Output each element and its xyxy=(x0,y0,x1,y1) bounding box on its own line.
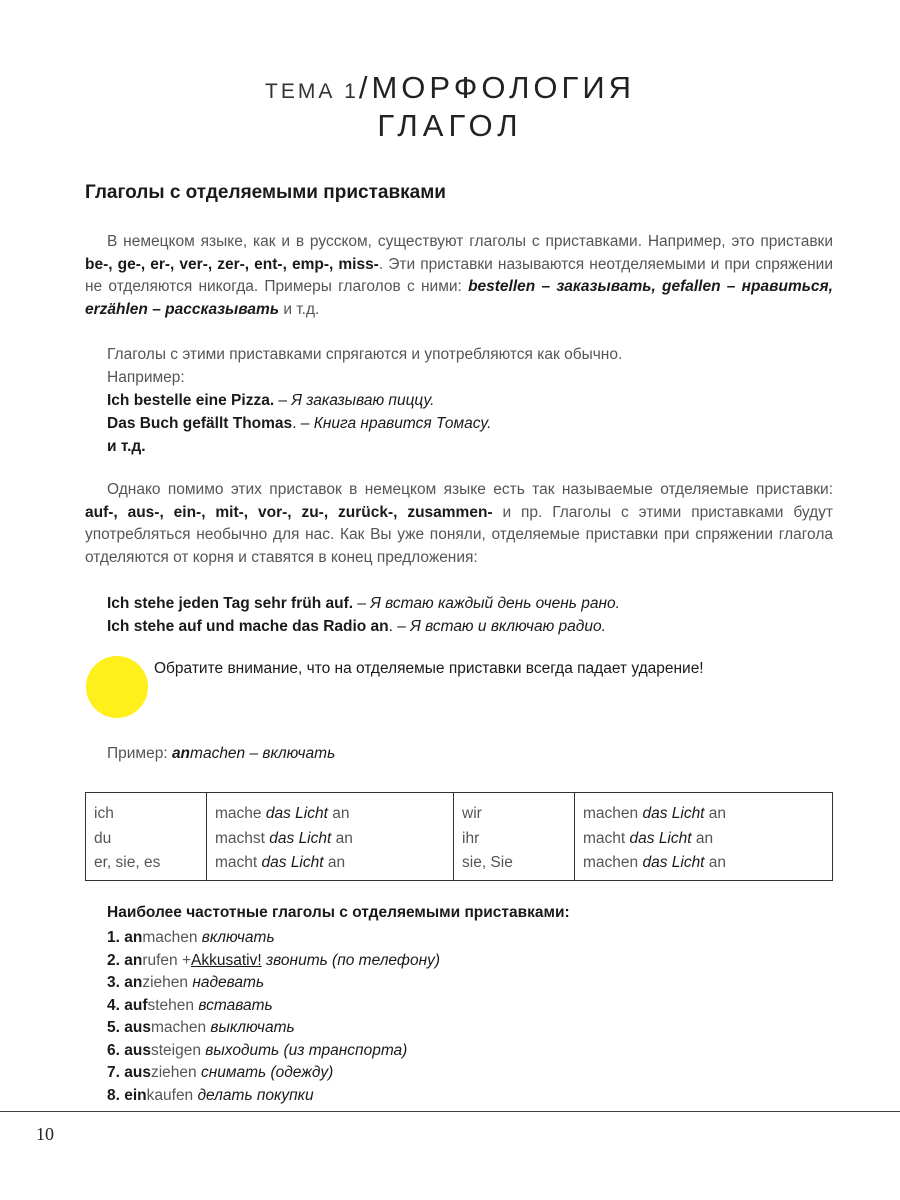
pronoun: ich xyxy=(94,805,114,822)
item-number: 1. xyxy=(107,929,125,946)
notice-circle-icon xyxy=(86,656,148,718)
pronoun: wir xyxy=(462,805,482,822)
list-item xyxy=(107,972,440,995)
example-prefix: an xyxy=(171,745,191,762)
example-sentence xyxy=(107,412,833,435)
verb-form xyxy=(583,851,824,876)
pronouns-plural xyxy=(454,793,575,881)
example-label: Пример: xyxy=(107,745,172,762)
item-translation: выходить (из транспорта) xyxy=(200,1041,408,1059)
item-prefix: auf xyxy=(124,996,148,1014)
separable-prefixes: auf-, aus-, ein-, mit-, vor-, zu-, zurück-, zusammen- xyxy=(85,503,493,521)
pronoun: ihr xyxy=(462,829,480,847)
pronoun: er, sie, es xyxy=(94,854,161,871)
item-stem: ziehen xyxy=(142,974,189,991)
example-dash: – xyxy=(274,392,292,409)
item-prefix: an xyxy=(124,929,143,946)
conjugation-table xyxy=(85,792,833,881)
item-translation: выключать xyxy=(206,1019,295,1036)
item-translation: включать xyxy=(197,929,275,946)
verb-particle: an xyxy=(327,805,350,822)
paragraph-separable xyxy=(85,479,833,569)
para1-text-2: . Эти приставки называются неотделяемыми и при спряжении не отделяются никогда. Примеры глаголов с ними: xyxy=(85,255,833,295)
item-prefix: ein xyxy=(124,1086,147,1104)
example-translation: включать xyxy=(262,745,336,762)
footer-divider xyxy=(0,1111,900,1112)
item-translation: делать покупки xyxy=(193,1086,314,1104)
verb-object: das Licht xyxy=(265,805,328,822)
pronoun: sie, Sie xyxy=(462,854,513,871)
example-dash: – xyxy=(245,745,263,762)
paragraph-inseparable xyxy=(85,231,833,321)
item-stem: stehen xyxy=(147,996,195,1014)
inseparable-examples: bestellen – заказывать, gefallen – нравиться, erzählen – рассказывать xyxy=(85,278,833,318)
item-translation: снимать (одежду) xyxy=(196,1064,334,1081)
item-number: 8. xyxy=(107,1086,125,1104)
etc-text: и т.д. xyxy=(107,438,146,455)
item-stem: kaufen xyxy=(146,1086,194,1104)
chapter-title xyxy=(0,70,900,106)
verb-object: das Licht xyxy=(642,854,705,871)
item-number: 5. xyxy=(107,1019,125,1036)
example-german: Ich stehe jeden Tag sehr früh auf. xyxy=(107,595,354,612)
item-stem: machen xyxy=(150,1019,207,1036)
verb-text: machen xyxy=(583,805,643,822)
inseparable-prefixes: be-, ge-, er-, ver-, zer-, ent-, emp-, miss- xyxy=(85,255,379,273)
example-german: Ich stehe auf und mache das Radio an xyxy=(107,618,389,635)
para3-text-2: и пр. Глаголы с этими приставками будут употребляться необычно для нас. Как Вы уже поняли, отделяемые приставки при спряжении глагола отделяются от корня и ставятся в конец предложения: xyxy=(85,503,833,566)
verb-form xyxy=(215,851,445,876)
example-header xyxy=(107,745,335,763)
item-stem: steigen xyxy=(150,1041,201,1059)
example-sentence xyxy=(107,592,833,615)
item-number: 4. xyxy=(107,996,125,1014)
verb-text: macht xyxy=(583,829,630,847)
verb-object: das Licht xyxy=(629,829,692,847)
item-translation: звонить (по телефону) xyxy=(261,951,441,969)
verb-particle: an xyxy=(704,854,727,871)
example-dash: . – xyxy=(388,618,411,635)
example-russian: Я заказываю пиццу. xyxy=(291,392,435,409)
para1-text-3: и т.д. xyxy=(279,300,320,318)
verb-particle: an xyxy=(323,854,346,871)
pronoun: du xyxy=(94,829,112,847)
verbs-singular xyxy=(207,793,454,881)
verb-form xyxy=(215,827,445,852)
separable-examples xyxy=(107,592,833,638)
topic-subtitle: ГЛАГОЛ xyxy=(377,108,523,143)
verb-text: macht xyxy=(215,854,262,871)
list-item xyxy=(107,950,440,973)
para3-text-1: Однако помимо этих приставок в немецком языке есть так называемые отделяемые приставки: xyxy=(107,481,833,498)
example-german: Das Buch gefällt Thomas xyxy=(107,415,293,432)
verb-form xyxy=(215,802,445,827)
example-german: Ich bestelle eine Pizza. xyxy=(107,392,275,409)
verb-form xyxy=(583,827,824,852)
list-item xyxy=(107,1017,440,1040)
verb-particle: an xyxy=(691,829,714,847)
verb-object: das Licht xyxy=(269,829,332,847)
item-translation: вставать xyxy=(194,996,273,1014)
verb-object: das Licht xyxy=(261,854,324,871)
item-number: 3. xyxy=(107,974,125,991)
list-item xyxy=(107,1062,440,1085)
topic-title: МОРФОЛОГИЯ xyxy=(371,70,635,105)
example-stem: machen xyxy=(190,745,246,762)
item-stem: machen xyxy=(142,929,198,946)
example-intro: Например: xyxy=(107,369,185,386)
usage-line: Глаголы с этими приставками спрягаются и употребляются как обычно. xyxy=(107,346,623,363)
list-item xyxy=(107,1085,440,1108)
item-prefix: aus xyxy=(124,1064,151,1081)
verb-list xyxy=(107,927,440,1107)
verb-text: machst xyxy=(215,829,270,847)
example-dash: – xyxy=(353,595,371,612)
verb-form xyxy=(583,802,824,827)
para1-text-1: В немецком языке, как и в русском, существуют глаголы с приставками. Например, это приставки xyxy=(107,233,833,250)
verb-text: machen xyxy=(583,854,643,871)
verb-particle: an xyxy=(704,805,727,822)
item-number: 6. xyxy=(107,1041,125,1059)
page-number: 10 xyxy=(36,1124,54,1144)
item-stem: rufen + xyxy=(142,951,192,969)
item-number: 2. xyxy=(107,951,125,969)
item-prefix: an xyxy=(124,951,143,969)
example-russian: Я встаю и включаю радио. xyxy=(410,618,606,635)
verb-text: mache xyxy=(215,805,266,822)
item-case-note: Akkusativ! xyxy=(191,951,262,969)
list-item xyxy=(107,995,440,1018)
topic-label: ТЕМА 1 xyxy=(265,80,359,103)
example-sentence xyxy=(107,615,833,638)
verb-particle: an xyxy=(331,829,353,847)
verb-list-heading: Наиболее частотные глаголы с отделяемыми приставками: xyxy=(107,904,570,921)
list-item xyxy=(107,1040,440,1063)
example-sentence xyxy=(107,389,833,412)
item-translation: надевать xyxy=(188,974,265,991)
title-separator: / xyxy=(358,70,372,105)
verbs-plural xyxy=(575,793,833,881)
item-stem: ziehen xyxy=(150,1064,197,1081)
item-prefix: aus xyxy=(124,1019,151,1036)
item-prefix: an xyxy=(124,974,143,991)
example-russian: Книга нравится Томасу. xyxy=(313,415,492,432)
item-prefix: aus xyxy=(124,1041,151,1059)
paragraph-usage xyxy=(107,343,833,458)
example-russian: Я встаю каждый день очень рано. xyxy=(370,595,620,612)
section-heading: Глаголы с отделяемыми приставками xyxy=(85,182,446,203)
notice-text: Обратите внимание, что на отделяемые приставки всегда падает ударение! xyxy=(154,660,704,677)
example-dash: . – xyxy=(292,415,314,432)
verb-object: das Licht xyxy=(642,805,705,822)
item-number: 7. xyxy=(107,1064,125,1081)
list-item xyxy=(107,927,440,950)
pronouns-singular xyxy=(86,793,207,881)
